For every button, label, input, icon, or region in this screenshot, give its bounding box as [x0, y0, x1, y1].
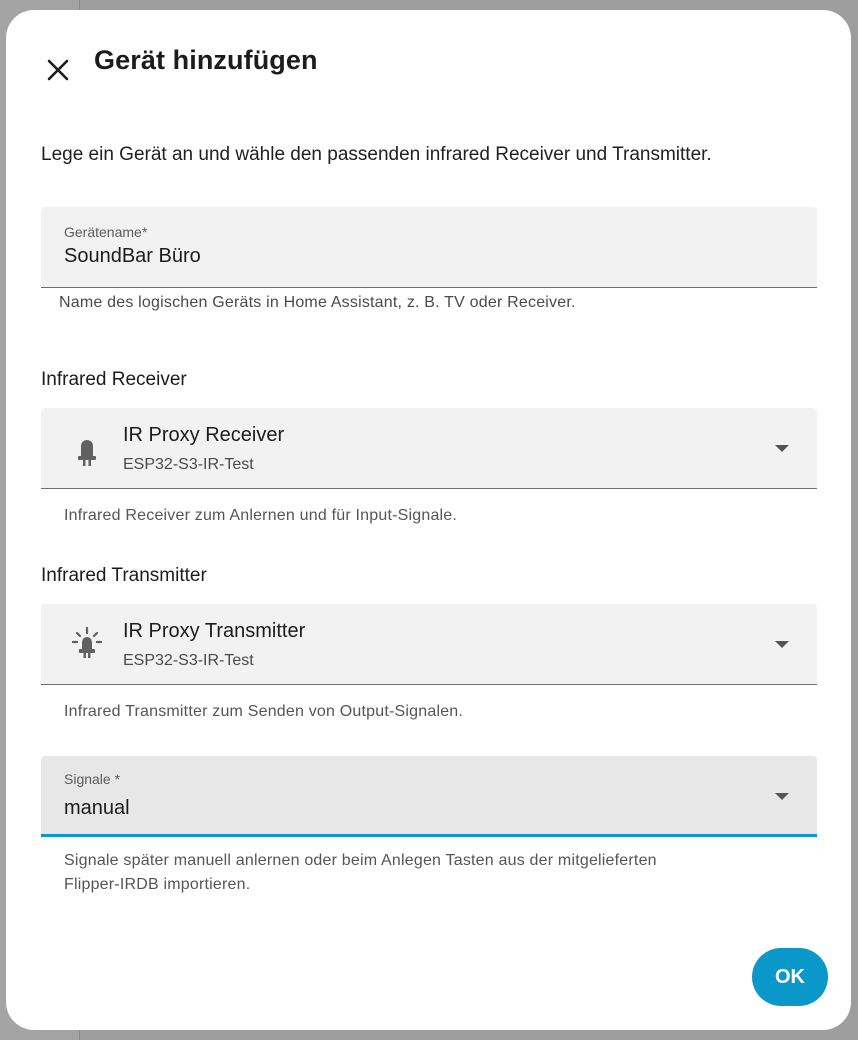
signals-helper: [64, 849, 657, 897]
transmitter-secondary-text: ESP32-S3-IR-Test: [123, 652, 254, 669]
chevron-down-icon: [775, 793, 789, 801]
chevron-down-icon: [775, 445, 789, 453]
signals-helper-line2: Flipper-IRDB importieren.: [64, 876, 251, 893]
close-icon: [46, 58, 70, 82]
chevron-down-icon: [775, 641, 789, 649]
led-transmitter-icon: [71, 626, 103, 658]
dialog-title: Gerät hinzufügen: [94, 45, 318, 75]
led-receiver-icon: [71, 434, 103, 466]
device-name-helper: Name des logischen Geräts in Home Assistant, z. B. TV oder Receiver.: [59, 294, 576, 311]
transmitter-select[interactable]: [41, 604, 817, 685]
device-name-value: SoundBar Büro: [64, 245, 201, 267]
ok-button[interactable]: OK: [752, 948, 828, 1006]
signals-label: Signale *: [64, 771, 121, 787]
close-button[interactable]: [34, 46, 82, 94]
device-name-field[interactable]: [41, 207, 817, 288]
transmitter-primary-text: IR Proxy Transmitter: [123, 620, 306, 642]
receiver-primary-text: IR Proxy Receiver: [123, 424, 285, 446]
signals-helper-line1: Signale später manuell anlernen oder beim Anlegen Tasten aus der mitgelieferten: [64, 852, 657, 869]
transmitter-section-title: Infrared Transmitter: [41, 565, 207, 586]
receiver-section-title: Infrared Receiver: [41, 369, 187, 390]
device-name-label: Gerätename*: [64, 224, 148, 240]
transmitter-helper: Infrared Transmitter zum Senden von Output-Signalen.: [64, 703, 464, 720]
dialog-description: Lege ein Gerät an und wähle den passenden infrared Receiver und Transmitter.: [41, 144, 712, 165]
receiver-secondary-text: ESP32-S3-IR-Test: [123, 456, 254, 473]
signals-value: manual: [64, 797, 130, 819]
signals-select[interactable]: [41, 756, 817, 837]
receiver-helper: Infrared Receiver zum Anlernen und für Input-Signale.: [64, 507, 458, 524]
add-device-dialog: [6, 10, 851, 1030]
receiver-select[interactable]: [41, 408, 817, 489]
